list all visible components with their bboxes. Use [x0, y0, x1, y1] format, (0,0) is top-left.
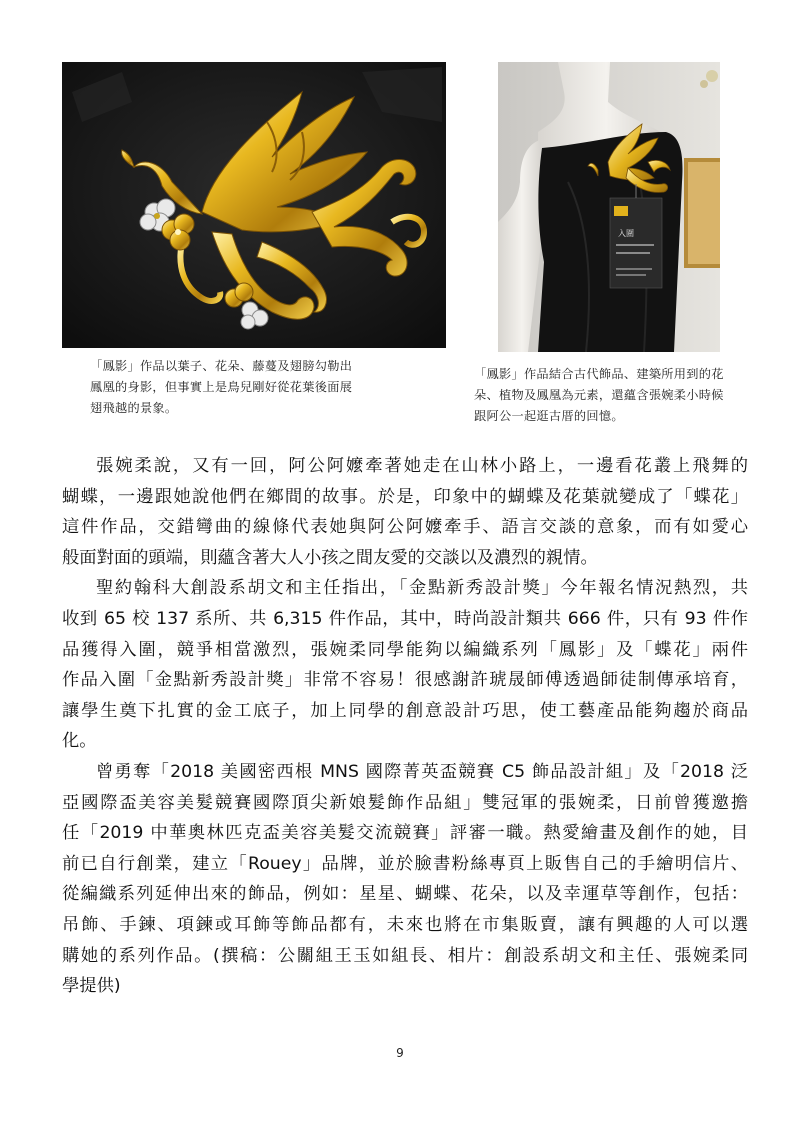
paragraph-3: [62, 757, 748, 1002]
mannequin-brooch-photo: [498, 62, 720, 352]
text-line: 任「2019 中華奧林匹克盃美容美髮交流競賽」評審一職。熱愛繪畫及創作的她，目: [62, 823, 748, 844]
caption-line: 跟阿公一起逛古厝的回憶。: [474, 409, 624, 423]
article-body: [62, 451, 748, 1002]
text-line: 收到 65 校 137 系所、共 6,315 件作品，其中，時尚設計類共 666 件，只有 93 件作: [62, 608, 748, 629]
phoenix-brooch-photo: [62, 62, 446, 348]
text-line: 品獲得入圍，競爭相當激烈，張婉柔同學能夠以編織系列「鳳影」及「蝶花」兩件: [62, 639, 748, 660]
caption-line: 「鳳影」作品結合古代飾品、建築所用到的花: [474, 367, 724, 381]
paragraph-2: [62, 573, 748, 757]
text-line: 學提供): [62, 976, 121, 997]
text-line: 前已自行創業，建立「Rouey」品牌，並於臉書粉絲專頁上販售自己的手繪明信片、: [62, 853, 748, 874]
text-line: 吊飾、手鍊、項鍊或耳飾等飾品都有，未來也將在市集販賣，讓有興趣的人可以選: [62, 914, 748, 935]
text-line: 這件作品，交錯彎曲的線條代表她與阿公阿嬤牽手、語言交談的意象，而有如愛心: [62, 517, 748, 538]
page-number: 9: [396, 1046, 404, 1060]
right-photo-caption: [474, 364, 774, 427]
text-line: 購她的系列作品。(撰稿：公關組王玉如組長、相片：創設系胡文和主任、張婉柔同: [62, 945, 748, 966]
text-line: 蝴蝶，一邊跟她說他們在鄉間的故事。於是，印象中的蝴蝶及花葉就變成了「蝶花」: [62, 486, 748, 507]
tag-badge-text: 入圍: [618, 229, 634, 238]
caption-line: 翅飛越的景象。: [90, 401, 178, 415]
text-line: 張婉柔說，又有一回，阿公阿嬤牽著她走在山林小路上，一邊看花叢上飛舞的: [96, 456, 748, 476]
caption-line: 朵、植物及鳳凰為元素，還蘊含張婉柔小時候: [474, 388, 724, 402]
text-line: 般面對面的頭端，則蘊含著大人小孩之間友愛的交談以及濃烈的親情。: [62, 547, 598, 568]
caption-line: 鳳凰的身影，但事實上是鳥兒剛好從花葉後面展: [90, 380, 353, 394]
text-line: 作品入圍「金點新秀設計獎」非常不容易！很感謝許琥晟師傅透過師徒制傳承培育，: [62, 670, 748, 691]
text-line: 曾勇奪「2018 美國密西根 MNS 國際菁英盃競賽 C5 飾品設計組」及「2018 泛: [96, 761, 748, 782]
text-line: 化。: [62, 731, 97, 752]
left-photo-caption: [90, 356, 440, 419]
text-line: 聖約翰科大創設系胡文和主任指出，「金點新秀設計獎」今年報名情況熱烈，共: [96, 578, 748, 599]
caption-line: 「鳳影」作品以葉子、花朵、藤蔓及翅膀勾勒出: [90, 359, 353, 373]
text-line: 讓學生奠下扎實的金工底子，加上同學的創意設計巧思，使工藝產品能夠趨於商品: [62, 700, 748, 721]
text-line: 亞國際盃美容美髮競賽國際頂尖新娘髮飾作品組」雙冠軍的張婉柔，日前曾獲邀擔: [62, 792, 748, 813]
phoenix-brooch-illustration: [62, 62, 446, 348]
paragraph-1: [62, 451, 748, 573]
text-line: 從編織系列延伸出來的飾品，例如：星星、蝴蝶、花朵，以及幸運草等創作，包括：: [62, 884, 748, 905]
mannequin-illustration: [498, 62, 720, 352]
